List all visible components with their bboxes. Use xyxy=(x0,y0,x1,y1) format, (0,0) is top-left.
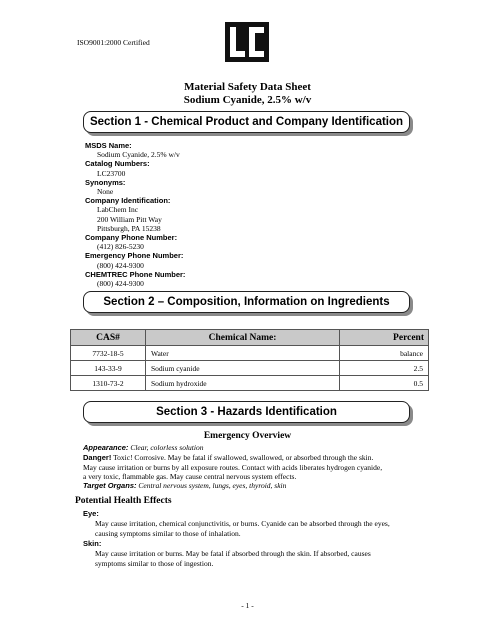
percent-cell: 0.5 xyxy=(340,376,429,391)
table-row xyxy=(71,376,429,391)
target-organs-value: Central nervous system, lungs, eyes, thyroid, skin xyxy=(138,481,287,490)
column-header-cas: CAS# xyxy=(71,330,146,346)
emergency-label: Emergency Phone Number: xyxy=(85,251,184,261)
catalog-value: LC23700 xyxy=(97,168,126,178)
danger-text-3: a very toxic, flammable gas. May cause central nervous system effects. xyxy=(83,472,297,481)
msds-name-label: MSDS Name: xyxy=(85,141,132,150)
danger-label: Danger! xyxy=(83,453,112,462)
section3-heading xyxy=(83,401,410,423)
company-name: LabChem Inc xyxy=(97,205,139,215)
potential-health-effects-title: Potential Health Effects xyxy=(75,496,172,506)
skin-text-1: May cause irritation or burns. May be fatal if absorbed through the skin. If absorbed, causes xyxy=(95,549,371,558)
skin-label: Skin: xyxy=(83,539,102,548)
synonyms-label: Synonyms: xyxy=(85,177,126,187)
cas-cell: 143-33-9 xyxy=(71,361,146,376)
company-label: Company Identification: xyxy=(85,196,171,206)
company-address: 200 William Pitt Way xyxy=(97,214,162,224)
eye-text-2: causing symptoms similar to those of inhalation. xyxy=(95,529,241,538)
section3-heading-text: Section 3 - Hazards Identification xyxy=(156,406,337,418)
section2-heading-text: Section 2 – Composition, Information on Ingredients xyxy=(103,296,390,308)
synonyms-value: None xyxy=(97,187,114,197)
danger-line xyxy=(83,453,373,463)
identification-block xyxy=(85,141,185,288)
eye-text-1: May cause irritation, chemical conjunctivitis, or burns. Cyanide can be absorbed through the eyes, xyxy=(95,519,390,528)
company-city: Pittsburgh, PA 15238 xyxy=(97,223,161,233)
company-logo xyxy=(225,22,269,62)
cas-cell: 7732-18-5 xyxy=(71,346,146,361)
target-organs-label: Target Organs: xyxy=(83,481,137,490)
skin-text-2: symptoms similar to those of ingestion. xyxy=(95,559,214,568)
catalog-label: Catalog Numbers: xyxy=(85,159,150,169)
chemical-name-cell: Sodium hydroxide xyxy=(146,376,340,391)
column-header-percent: Percent xyxy=(340,330,429,346)
composition-table xyxy=(70,329,429,391)
table-row xyxy=(71,361,429,376)
percent-cell: 2.5 xyxy=(340,361,429,376)
danger-text-2: May cause irritation or burns by all exposure routes. Contact with acids liberates hydrogen cyanide, xyxy=(83,463,383,472)
target-organs-line xyxy=(83,481,286,491)
appearance-line xyxy=(83,443,203,453)
percent-cell: balance xyxy=(340,346,429,361)
eye-label: Eye: xyxy=(83,509,99,518)
section1-heading xyxy=(83,111,410,133)
danger-text-1: Toxic! Corrosive. May be fatal if swallowed, swallowed, or absorbed through the skin. xyxy=(113,453,374,462)
phone-value: (412) 826-5230 xyxy=(97,242,144,252)
table-header-row xyxy=(71,330,429,346)
chemtrec-label: CHEMTREC Phone Number: xyxy=(85,269,186,279)
emergency-overview-title: Emergency Overview xyxy=(203,431,292,441)
document-title: Material Safety Data Sheet xyxy=(184,81,311,93)
section1-heading-text: Section 1 - Chemical Product and Company Identification xyxy=(89,116,404,128)
emergency-value: (800) 424-9300 xyxy=(97,260,144,270)
section2-heading xyxy=(83,291,410,313)
document-subtitle: Sodium Cyanide, 2.5% w/v xyxy=(183,94,312,106)
chemical-name-cell: Sodium cyanide xyxy=(146,361,340,376)
appearance-value: Clear, colorless solution xyxy=(130,443,204,452)
column-header-chemical-name: Chemical Name: xyxy=(146,330,340,346)
chemtrec-value: (800) 424-9300 xyxy=(97,279,144,289)
chemical-name-cell: Water xyxy=(146,346,340,361)
page-number: - 1 - xyxy=(241,601,254,610)
cas-cell: 1310-73-2 xyxy=(71,376,146,391)
certification-label: ISO9001:2000 Certified xyxy=(77,38,150,47)
table-row xyxy=(71,346,429,361)
appearance-label: Appearance: xyxy=(83,443,129,452)
phone-label: Company Phone Number: xyxy=(85,233,178,243)
msds-name-value: Sodium Cyanide, 2.5% w/v xyxy=(97,150,180,160)
